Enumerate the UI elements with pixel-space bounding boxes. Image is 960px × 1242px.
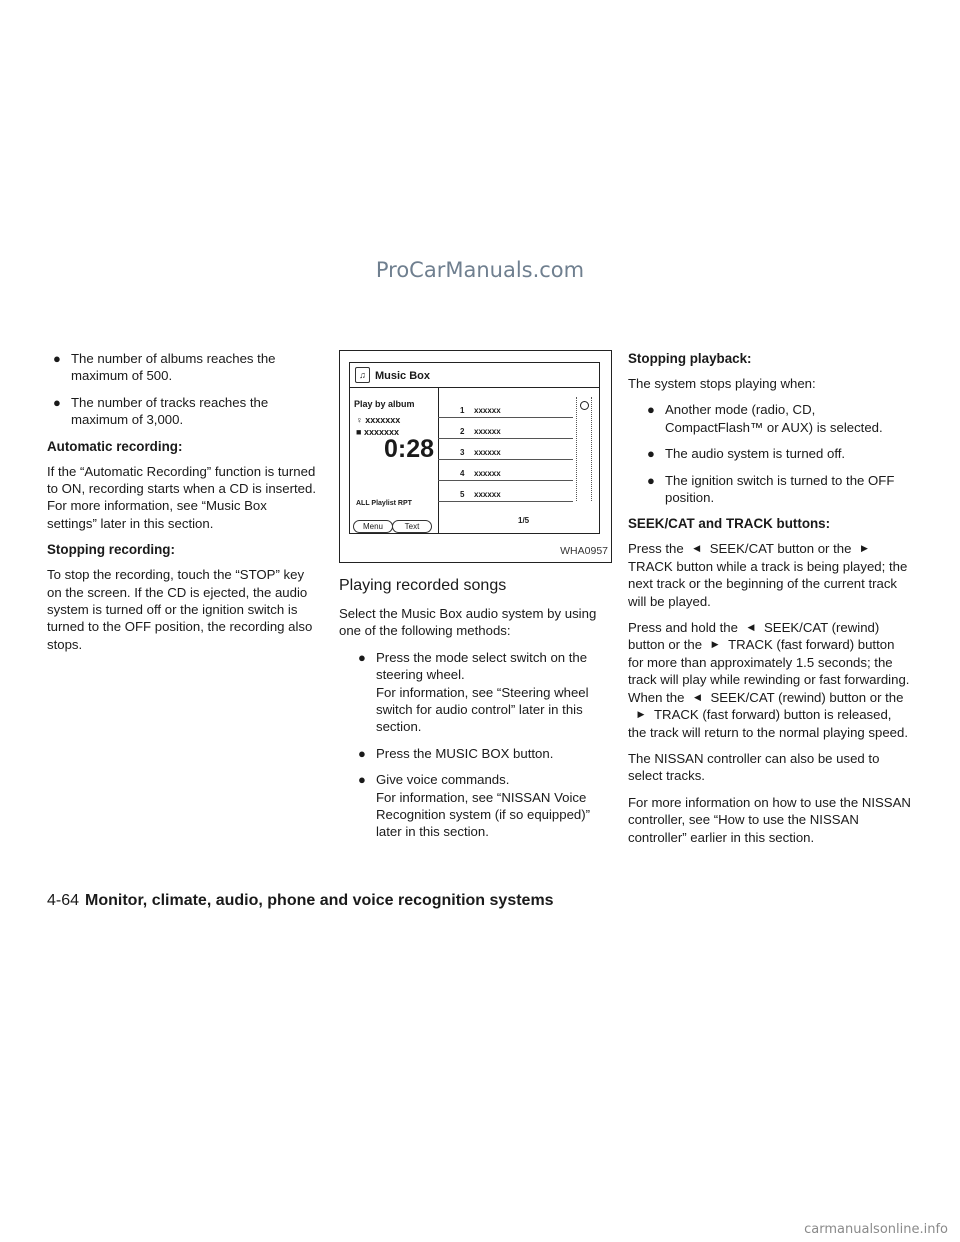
triangle-left-icon: ◀ <box>693 691 701 702</box>
triangle-right-icon: ▶ <box>637 709 645 720</box>
column-middle <box>339 350 614 850</box>
text-span: Press and hold the <box>628 620 738 636</box>
heading-stopping-playback: Stopping playback: <box>628 351 752 366</box>
triangle-left-icon: ◀ <box>693 543 701 554</box>
paragraph-stopping-playback: The system stops playing when: <box>628 376 816 391</box>
text-span: TRACK (fast forward) button is released, the track will return to the normal playing speed. <box>628 707 909 740</box>
watermark-carmanualsonline: carmanualsonline.info <box>804 1222 948 1237</box>
list-item-text: Press the mode select switch on the steering wheel. <box>376 649 588 683</box>
list-item <box>339 649 614 736</box>
track-row[interactable] <box>438 481 573 502</box>
screen-header <box>350 363 599 388</box>
play-time: 0:28 <box>384 435 435 463</box>
track-name: xxxxxx <box>474 406 501 415</box>
track-name: xxxxxx <box>474 469 501 478</box>
artist-text: xxxxxxx <box>365 415 401 425</box>
text-span: Press the <box>628 541 684 557</box>
list-item <box>47 394 320 429</box>
album-icon: ■ <box>356 427 362 437</box>
bullet-icon: ● <box>358 745 366 761</box>
page-footer <box>47 892 554 910</box>
column-right <box>628 350 913 855</box>
list-item-text: Give voice commands. <box>376 772 510 788</box>
menu-button[interactable]: Menu <box>353 520 393 533</box>
list-item <box>339 771 614 841</box>
list-item-text: Another mode (radio, CD, CompactFlash™ or AUX) is selected. <box>665 402 883 435</box>
repeat-status: ALL Playlist RPT <box>356 500 412 507</box>
album-text: xxxxxxx <box>363 427 399 437</box>
music-box-screen-figure <box>339 350 612 563</box>
track-name: xxxxxx <box>474 448 501 457</box>
bullet-icon: ● <box>358 772 366 788</box>
stop-conditions-list <box>628 401 913 506</box>
bullet-icon: ● <box>647 402 655 418</box>
text-span: TRACK button while a track is being played; the next track or the beginning of the current track will be played. <box>628 558 908 609</box>
text-span: SEEK/CAT button or the <box>709 541 852 557</box>
text-span: TRACK (fast forward) button for more than approximately 1.5 seconds; the track will play while rewinding or fast forwarding. When the <box>628 637 910 705</box>
now-playing-pane <box>350 387 439 533</box>
list-item <box>628 401 913 436</box>
triangle-left-icon: ◀ <box>747 622 755 633</box>
track-number: 1 <box>460 406 465 415</box>
text-button[interactable]: Text <box>392 520 432 533</box>
album-limit-list <box>47 350 320 429</box>
track-number: 4 <box>460 469 465 478</box>
heading-seek-track-buttons: SEEK/CAT and TRACK buttons: <box>628 516 831 532</box>
text-span: SEEK/CAT (rewind) button or the <box>710 689 904 705</box>
screen-title: Music Box <box>375 370 431 382</box>
list-item-text: The number of albums reaches the maximum of 500. <box>71 351 276 384</box>
section-title: Monitor, climate, audio, phone and voice recognition systems <box>85 892 554 909</box>
track-number: 2 <box>460 427 465 436</box>
music-box-icon: ♫ <box>355 367 370 383</box>
track-row[interactable] <box>438 439 573 460</box>
column-left <box>47 350 320 662</box>
track-row[interactable] <box>438 460 573 481</box>
track-scrollbar[interactable] <box>576 397 592 501</box>
triangle-right-icon: ▶ <box>711 639 719 650</box>
page-number: 4-64 <box>47 892 80 909</box>
bullet-icon: ● <box>53 394 61 410</box>
paragraph-seek-press <box>628 540 913 610</box>
list-item <box>628 472 913 507</box>
heading-automatic-recording: Automatic recording: <box>47 438 183 454</box>
bullet-icon: ● <box>647 472 655 488</box>
track-row[interactable] <box>438 418 573 439</box>
play-mode: Play by album <box>354 399 415 409</box>
paragraph-controller-info: For more information on how to use the NISSAN controller, see “How to use the NISSAN controller” earlier in this section. <box>628 794 911 845</box>
list-item-text: The number of tracks reaches the maximum of 3,000. <box>71 394 269 428</box>
select-methods-list <box>339 649 614 841</box>
figure-code: WHA0957 <box>560 544 608 557</box>
artist-icon: ♀ <box>356 415 363 425</box>
paragraph-seek-hold <box>628 619 913 741</box>
track-name: xxxxxx <box>474 490 501 499</box>
bullet-icon: ● <box>647 446 655 462</box>
bullet-icon: ● <box>358 649 366 665</box>
page-indicator: 1/5 <box>518 516 530 525</box>
paragraph-automatic-recording: If the “Automatic Recording” function is turned to ON, recording starts when a CD is inserted. For more information, see “Music Box settings” later in this section. <box>47 463 316 531</box>
list-item-text: The ignition switch is turned to the OFF position. <box>665 472 895 506</box>
track-name: xxxxxx <box>474 427 501 436</box>
watermark-procarmanuals: ProCarManuals.com <box>375 258 585 282</box>
track-row[interactable] <box>438 397 573 418</box>
heading-playing-recorded-songs: Playing recorded songs <box>339 577 507 594</box>
list-item <box>339 745 614 762</box>
list-item-subtext: For information, see “Steering wheel switch for audio control” later in this section. <box>376 684 589 735</box>
list-item-subtext: For information, see “NISSAN Voice Recognition system (if so equipped)” later in this section. <box>376 789 591 840</box>
paragraph-select-methods: Select the Music Box audio system by using one of the following methods: <box>339 606 597 639</box>
list-item <box>47 350 320 385</box>
track-number: 5 <box>460 490 465 499</box>
list-item-text: The audio system is turned off. <box>665 446 846 462</box>
music-box-screen <box>349 362 600 534</box>
heading-stopping-recording: Stopping recording: <box>47 542 175 558</box>
list-item <box>628 445 913 462</box>
triangle-right-icon: ▶ <box>860 543 868 554</box>
scroll-thumb[interactable] <box>580 401 589 410</box>
paragraph-nissan-controller: The NISSAN controller can also be used to select tracks. <box>628 750 880 784</box>
list-item-text: Press the MUSIC BOX button. <box>376 745 554 761</box>
paragraph-stopping-recording: To stop the recording, touch the “STOP” key on the screen. If the CD is ejected, the audio system is turned off or the ignition switch is turned to the OFF position, the recording also stops. <box>47 567 313 652</box>
bullet-icon: ● <box>53 351 61 366</box>
text-span: SEEK/CAT (rewind) button or the <box>628 620 880 653</box>
track-number: 3 <box>460 448 465 457</box>
